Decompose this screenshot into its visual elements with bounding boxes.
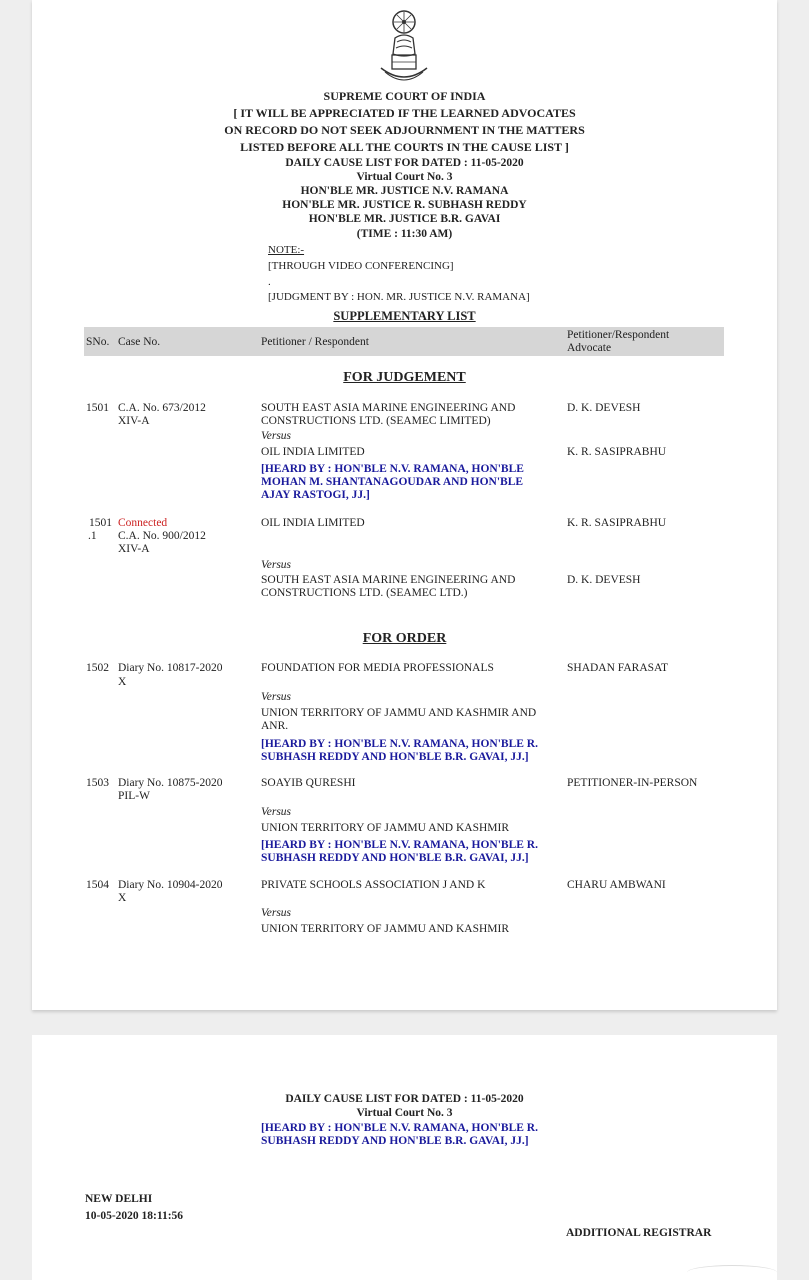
note-label: NOTE:- [268, 244, 305, 256]
petitioner-advocate: SHADAN FARASAT [567, 662, 669, 674]
petitioner-line-1: SOUTH EAST ASIA MARINE ENGINEERING AND [261, 402, 516, 414]
petitioner-line-2: CONSTRUCTIONS LTD. (SEAMEC LIMITED) [261, 415, 491, 427]
heard-by-line-2: SUBHASH REDDY AND HON'BLE B.R. GAVAI, JJ.] [261, 852, 529, 864]
respondent-line-2: CONSTRUCTIONS LTD. (SEAMEC LTD.) [261, 587, 468, 599]
respondent-line-1: SOUTH EAST ASIA MARINE ENGINEERING AND [261, 574, 516, 586]
footer-virtual-court-no: Virtual Court No. 3 [356, 1107, 453, 1119]
heard-by-line-2: SUBHASH REDDY AND HON'BLE B.R. GAVAI, JJ.] [261, 751, 529, 763]
appeal-line-1: [ IT WILL BE APPRECIATED IF THE LEARNED ADVOCATES [233, 106, 576, 120]
versus-label: Versus [261, 691, 292, 703]
section-for-order: FOR ORDER [362, 631, 447, 646]
heard-by-line-2: MOHAN M. SHANTANAGOUDAR AND HON'BLE [261, 476, 524, 488]
col-advocate-line2: Advocate [567, 342, 612, 354]
col-advocate-line1: Petitioner/Respondent [567, 329, 670, 341]
case-no: Diary No. 10904-2020 [118, 879, 223, 891]
cause-list-page-2 [32, 1035, 777, 1280]
heard-by-line-3: AJAY RASTOGI, JJ.] [261, 489, 370, 501]
footer-place: NEW DELHI [85, 1193, 153, 1205]
heard-by-line-1: [HEARD BY : HON'BLE N.V. RAMANA, HON'BLE R. [261, 839, 538, 851]
respondent: UNION TERRITORY OF JAMMU AND KASHMIR [261, 923, 510, 935]
versus-label: Versus [261, 907, 292, 919]
cause-list-date: DAILY CAUSE LIST FOR DATED : 11-05-2020 [285, 157, 524, 169]
respondent-line-1: UNION TERRITORY OF JAMMU AND KASHMIR AND [261, 707, 537, 719]
respondent: OIL INDIA LIMITED [261, 446, 365, 458]
appeal-line-2: ON RECORD DO NOT SEEK ADJOURNMENT IN THE MATTERS [224, 123, 585, 137]
petitioner-advocate: CHARU AMBWANI [567, 879, 666, 891]
section-for-judgement: FOR JUDGEMENT [343, 370, 466, 385]
list-title: SUPPLEMENTARY LIST [333, 309, 476, 323]
case-sno: 1501 [89, 517, 112, 529]
case-sno: 1504 [86, 879, 109, 891]
note-video-conferencing: [THROUGH VIDEO CONFERENCING] [268, 260, 454, 272]
petitioner-advocate: PETITIONER-IN-PERSON [567, 777, 698, 789]
scroll-indicator [687, 1265, 777, 1280]
case-category: X [118, 892, 127, 904]
case-category: PIL-W [118, 790, 150, 802]
note-dot: . [268, 276, 271, 288]
case-no: Diary No. 10875-2020 [118, 777, 223, 789]
hearing-time: (TIME : 11:30 AM) [356, 228, 453, 240]
footer-heard-by-line-1: [HEARD BY : HON'BLE N.V. RAMANA, HON'BLE R. [261, 1122, 538, 1134]
case-category: XIV-A [118, 543, 150, 555]
petitioner: PRIVATE SCHOOLS ASSOCIATION J AND K [261, 879, 486, 891]
cause-list-page-1 [32, 0, 777, 1010]
note-judgment-by: [JUDGMENT BY : HON. MR. JUSTICE N.V. RAMANA] [268, 291, 530, 303]
case-sno: 1502 [86, 662, 109, 674]
footer-cause-list-date: DAILY CAUSE LIST FOR DATED : 11-05-2020 [285, 1093, 524, 1105]
heard-by-line-1: [HEARD BY : HON'BLE N.V. RAMANA, HON'BLE [261, 463, 524, 475]
case-sno-sub: .1 [88, 530, 97, 542]
judge-3: HON'BLE MR. JUSTICE B.R. GAVAI [308, 213, 501, 225]
court-name: SUPREME COURT OF INDIA [323, 89, 486, 103]
judge-2: HON'BLE MR. JUSTICE R. SUBHASH REDDY [282, 199, 527, 211]
footer-signatory: ADDITIONAL REGISTRAR [566, 1227, 712, 1239]
case-no: C.A. No. 900/2012 [118, 530, 206, 542]
respondent: UNION TERRITORY OF JAMMU AND KASHMIR [261, 822, 510, 834]
respondent-line-2: ANR. [261, 720, 289, 732]
heard-by-line-1: [HEARD BY : HON'BLE N.V. RAMANA, HON'BLE R. [261, 738, 538, 750]
case-sno: 1503 [86, 777, 109, 789]
connected-label: Connected [118, 517, 168, 529]
petitioner-advocate: D. K. DEVESH [567, 402, 641, 414]
respondent-advocate: D. K. DEVESH [567, 574, 641, 586]
petitioner: FOUNDATION FOR MEDIA PROFESSIONALS [261, 662, 494, 674]
appeal-line-3: LISTED BEFORE ALL THE COURTS IN THE CAUSE LIST ] [240, 140, 569, 154]
virtual-court-no: Virtual Court No. 3 [356, 171, 453, 183]
case-category: XIV-A [118, 415, 150, 427]
versus-label: Versus [261, 430, 292, 442]
case-sno: 1501 [86, 402, 109, 414]
petitioner: SOAYIB QURESHI [261, 777, 356, 789]
case-no: C.A. No. 673/2012 [118, 402, 206, 414]
versus-label: Versus [261, 559, 292, 571]
col-case-no: Case No. [118, 336, 161, 348]
col-sno: SNo. [86, 336, 110, 348]
respondent-advocate: K. R. SASIPRABHU [567, 446, 667, 458]
col-parties: Petitioner / Respondent [261, 336, 369, 348]
footer-heard-by-line-2: SUBHASH REDDY AND HON'BLE B.R. GAVAI, JJ.] [261, 1135, 529, 1147]
footer-timestamp: 10-05-2020 18:11:56 [85, 1210, 184, 1222]
versus-label: Versus [261, 806, 292, 818]
petitioner: OIL INDIA LIMITED [261, 517, 365, 529]
case-no: Diary No. 10817-2020 [118, 662, 223, 674]
case-category: X [118, 676, 127, 688]
national-emblem-icon [375, 8, 433, 90]
judge-1: HON'BLE MR. JUSTICE N.V. RAMANA [300, 185, 509, 197]
petitioner-advocate: K. R. SASIPRABHU [567, 517, 667, 529]
